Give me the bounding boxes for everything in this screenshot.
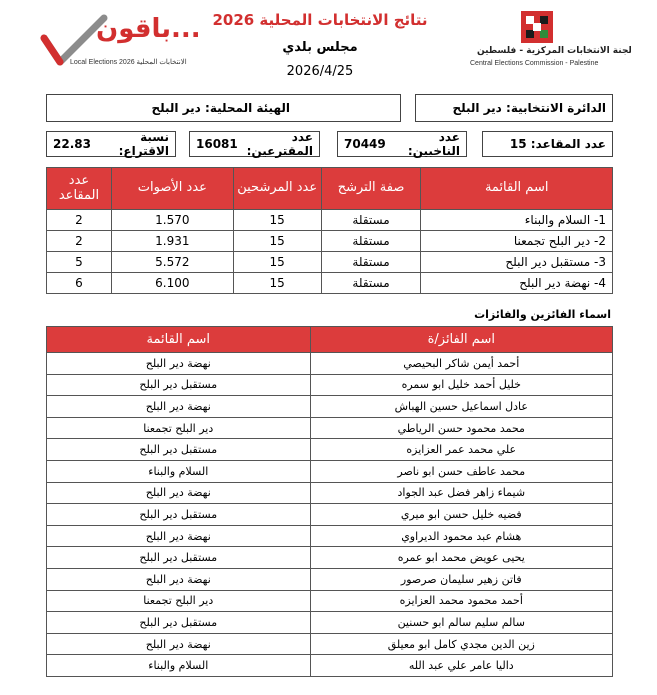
winner-list: نهضة دير البلح	[47, 525, 311, 547]
seats: 2	[47, 231, 112, 252]
col-votes: عدد الأصوات	[111, 168, 233, 210]
col-seats: عدد المقاعد	[47, 168, 112, 210]
col-list-name: اسم القائمة	[421, 168, 613, 210]
seats: 6	[47, 273, 112, 294]
election-date: 2026/4/25	[286, 64, 354, 79]
candidacy-type: مستقلة	[321, 252, 421, 273]
district-box	[415, 94, 613, 122]
authority-label: الهيئة المحلية:	[205, 101, 290, 115]
voters-value: 70449	[344, 137, 386, 151]
table-row	[47, 210, 613, 231]
table-row	[47, 612, 613, 634]
authority-box	[46, 94, 401, 122]
winner-name: محمد عاطف حسن ابو ناصر	[310, 460, 612, 482]
winners-section-title: اسماء الفائزين والفائزات	[474, 308, 611, 321]
winner-list: مستقبل دير البلح	[47, 504, 311, 526]
voters-label: عدد الناخبين:	[407, 130, 460, 158]
winner-name: شيماء زاهر فضل عبد الجواد	[310, 482, 612, 504]
winner-list: السلام والبناء	[47, 460, 311, 482]
col-winner-list: اسم القائمة	[47, 327, 311, 353]
winner-list: دير البلح تجمعنا	[47, 417, 311, 439]
votes: 6.100	[111, 273, 233, 294]
winner-list: مستقبل دير البلح	[47, 439, 311, 461]
winner-name: فاتن زهير سليمان صرصور	[310, 568, 612, 590]
table-row	[47, 353, 613, 375]
table-row	[47, 525, 613, 547]
seats: 2	[47, 210, 112, 231]
voters-box	[337, 131, 467, 157]
winner-name: عادل اسماعيل حسين الهباش	[310, 396, 612, 418]
candidates: 15	[233, 252, 321, 273]
winner-name: فضيه خليل حسن ابو ميري	[310, 504, 612, 526]
seats-box	[482, 131, 613, 157]
table-row	[47, 482, 613, 504]
district-label: الدائرة الانتخابية:	[506, 101, 606, 115]
table-row	[47, 547, 613, 569]
turnout-voters-label: عدد المقترعين:	[246, 130, 313, 158]
results-header-row	[47, 168, 613, 210]
winner-list: نهضة دير البلح	[47, 568, 311, 590]
list-name: 1- السلام والبناء	[421, 210, 613, 231]
winner-name: هشام عبد محمود الديراوي	[310, 525, 612, 547]
table-row	[47, 460, 613, 482]
list-name: 3- مستقبل دير البلح	[421, 252, 613, 273]
winner-list: مستقبل دير البلح	[47, 547, 311, 569]
turnout-label: نسبة الاقتراع:	[118, 130, 169, 158]
seats-label: عدد المقاعد:	[530, 137, 606, 151]
candidacy-type: مستقلة	[321, 273, 421, 294]
winner-list: السلام والبناء	[47, 655, 311, 677]
table-row	[47, 590, 613, 612]
page-title: نتائج الانتخابات المحلية 2026	[212, 11, 428, 29]
winner-name: أحمد أيمن شاكر البحيصي	[310, 353, 612, 375]
winner-name: داليا عامر علي عبد الله	[310, 655, 612, 677]
table-row	[47, 374, 613, 396]
table-row	[47, 439, 613, 461]
seats: 5	[47, 252, 112, 273]
winner-list: نهضة دير البلح	[47, 633, 311, 655]
col-winner-name: اسم الفائز/ة	[310, 327, 612, 353]
winner-name: أحمد محمود محمد العزايزه	[310, 590, 612, 612]
col-candidates: عدد المرشحين	[233, 168, 321, 210]
winner-name: علي محمد عمر العزايزه	[310, 439, 612, 461]
brand-name: باقون...	[96, 14, 201, 44]
turnout-voters-value: 16081	[196, 137, 238, 151]
winner-name: يحيى عويض محمد ابو عمره	[310, 547, 612, 569]
turnout-value: 22.83	[53, 137, 91, 151]
candidates: 15	[233, 210, 321, 231]
table-row	[47, 655, 613, 677]
winner-name: سالم سليم سالم ابو حسنين	[310, 612, 612, 634]
table-row	[47, 504, 613, 526]
authority-value: دير البلح	[151, 101, 201, 115]
winner-name: محمد محمود حسن الرياطي	[310, 417, 612, 439]
candidates: 15	[233, 273, 321, 294]
table-row	[47, 252, 613, 273]
votes: 1.931	[111, 231, 233, 252]
candidates: 15	[233, 231, 321, 252]
table-row	[47, 417, 613, 439]
winner-list: نهضة دير البلح	[47, 482, 311, 504]
winner-name: خليل أحمد خليل ابو سمره	[310, 374, 612, 396]
cec-name-en: Central Elections Commission - Palestine	[470, 60, 599, 67]
results-table	[46, 167, 613, 294]
list-name: 2- دير البلح تجمعنا	[421, 231, 613, 252]
winner-list: نهضة دير البلح	[47, 396, 311, 418]
winner-list: مستقبل دير البلح	[47, 374, 311, 396]
winners-table	[46, 326, 613, 677]
table-row	[47, 273, 613, 294]
brand-tagline: Local Elections 2026 الانتخابات المحلية	[70, 59, 187, 66]
winner-list: دير البلح تجمعنا	[47, 590, 311, 612]
winner-list: مستقبل دير البلح	[47, 612, 311, 634]
col-candidacy-type: صفة الترشح	[321, 168, 421, 210]
candidacy-type: مستقلة	[321, 231, 421, 252]
winners-header-row	[47, 327, 613, 353]
list-name: 4- نهضة دير البلح	[421, 273, 613, 294]
turnout-voters-box	[189, 131, 320, 157]
table-row	[47, 568, 613, 590]
votes: 1.570	[111, 210, 233, 231]
winner-name: زين الدين مجدي كامل ابو معيلق	[310, 633, 612, 655]
cec-name-ar: لجنة الانتخابات المركزية - فلسطين	[477, 46, 632, 56]
table-row	[47, 633, 613, 655]
council-type: مجلس بلدي	[282, 40, 358, 55]
table-row	[47, 396, 613, 418]
votes: 5.572	[111, 252, 233, 273]
turnout-box	[46, 131, 176, 157]
winner-list: نهضة دير البلح	[47, 353, 311, 375]
district-value: دير البلح	[452, 101, 502, 115]
candidacy-type: مستقلة	[321, 210, 421, 231]
cec-logo-icon	[520, 10, 554, 44]
table-row	[47, 231, 613, 252]
seats-value: 15	[509, 137, 527, 151]
